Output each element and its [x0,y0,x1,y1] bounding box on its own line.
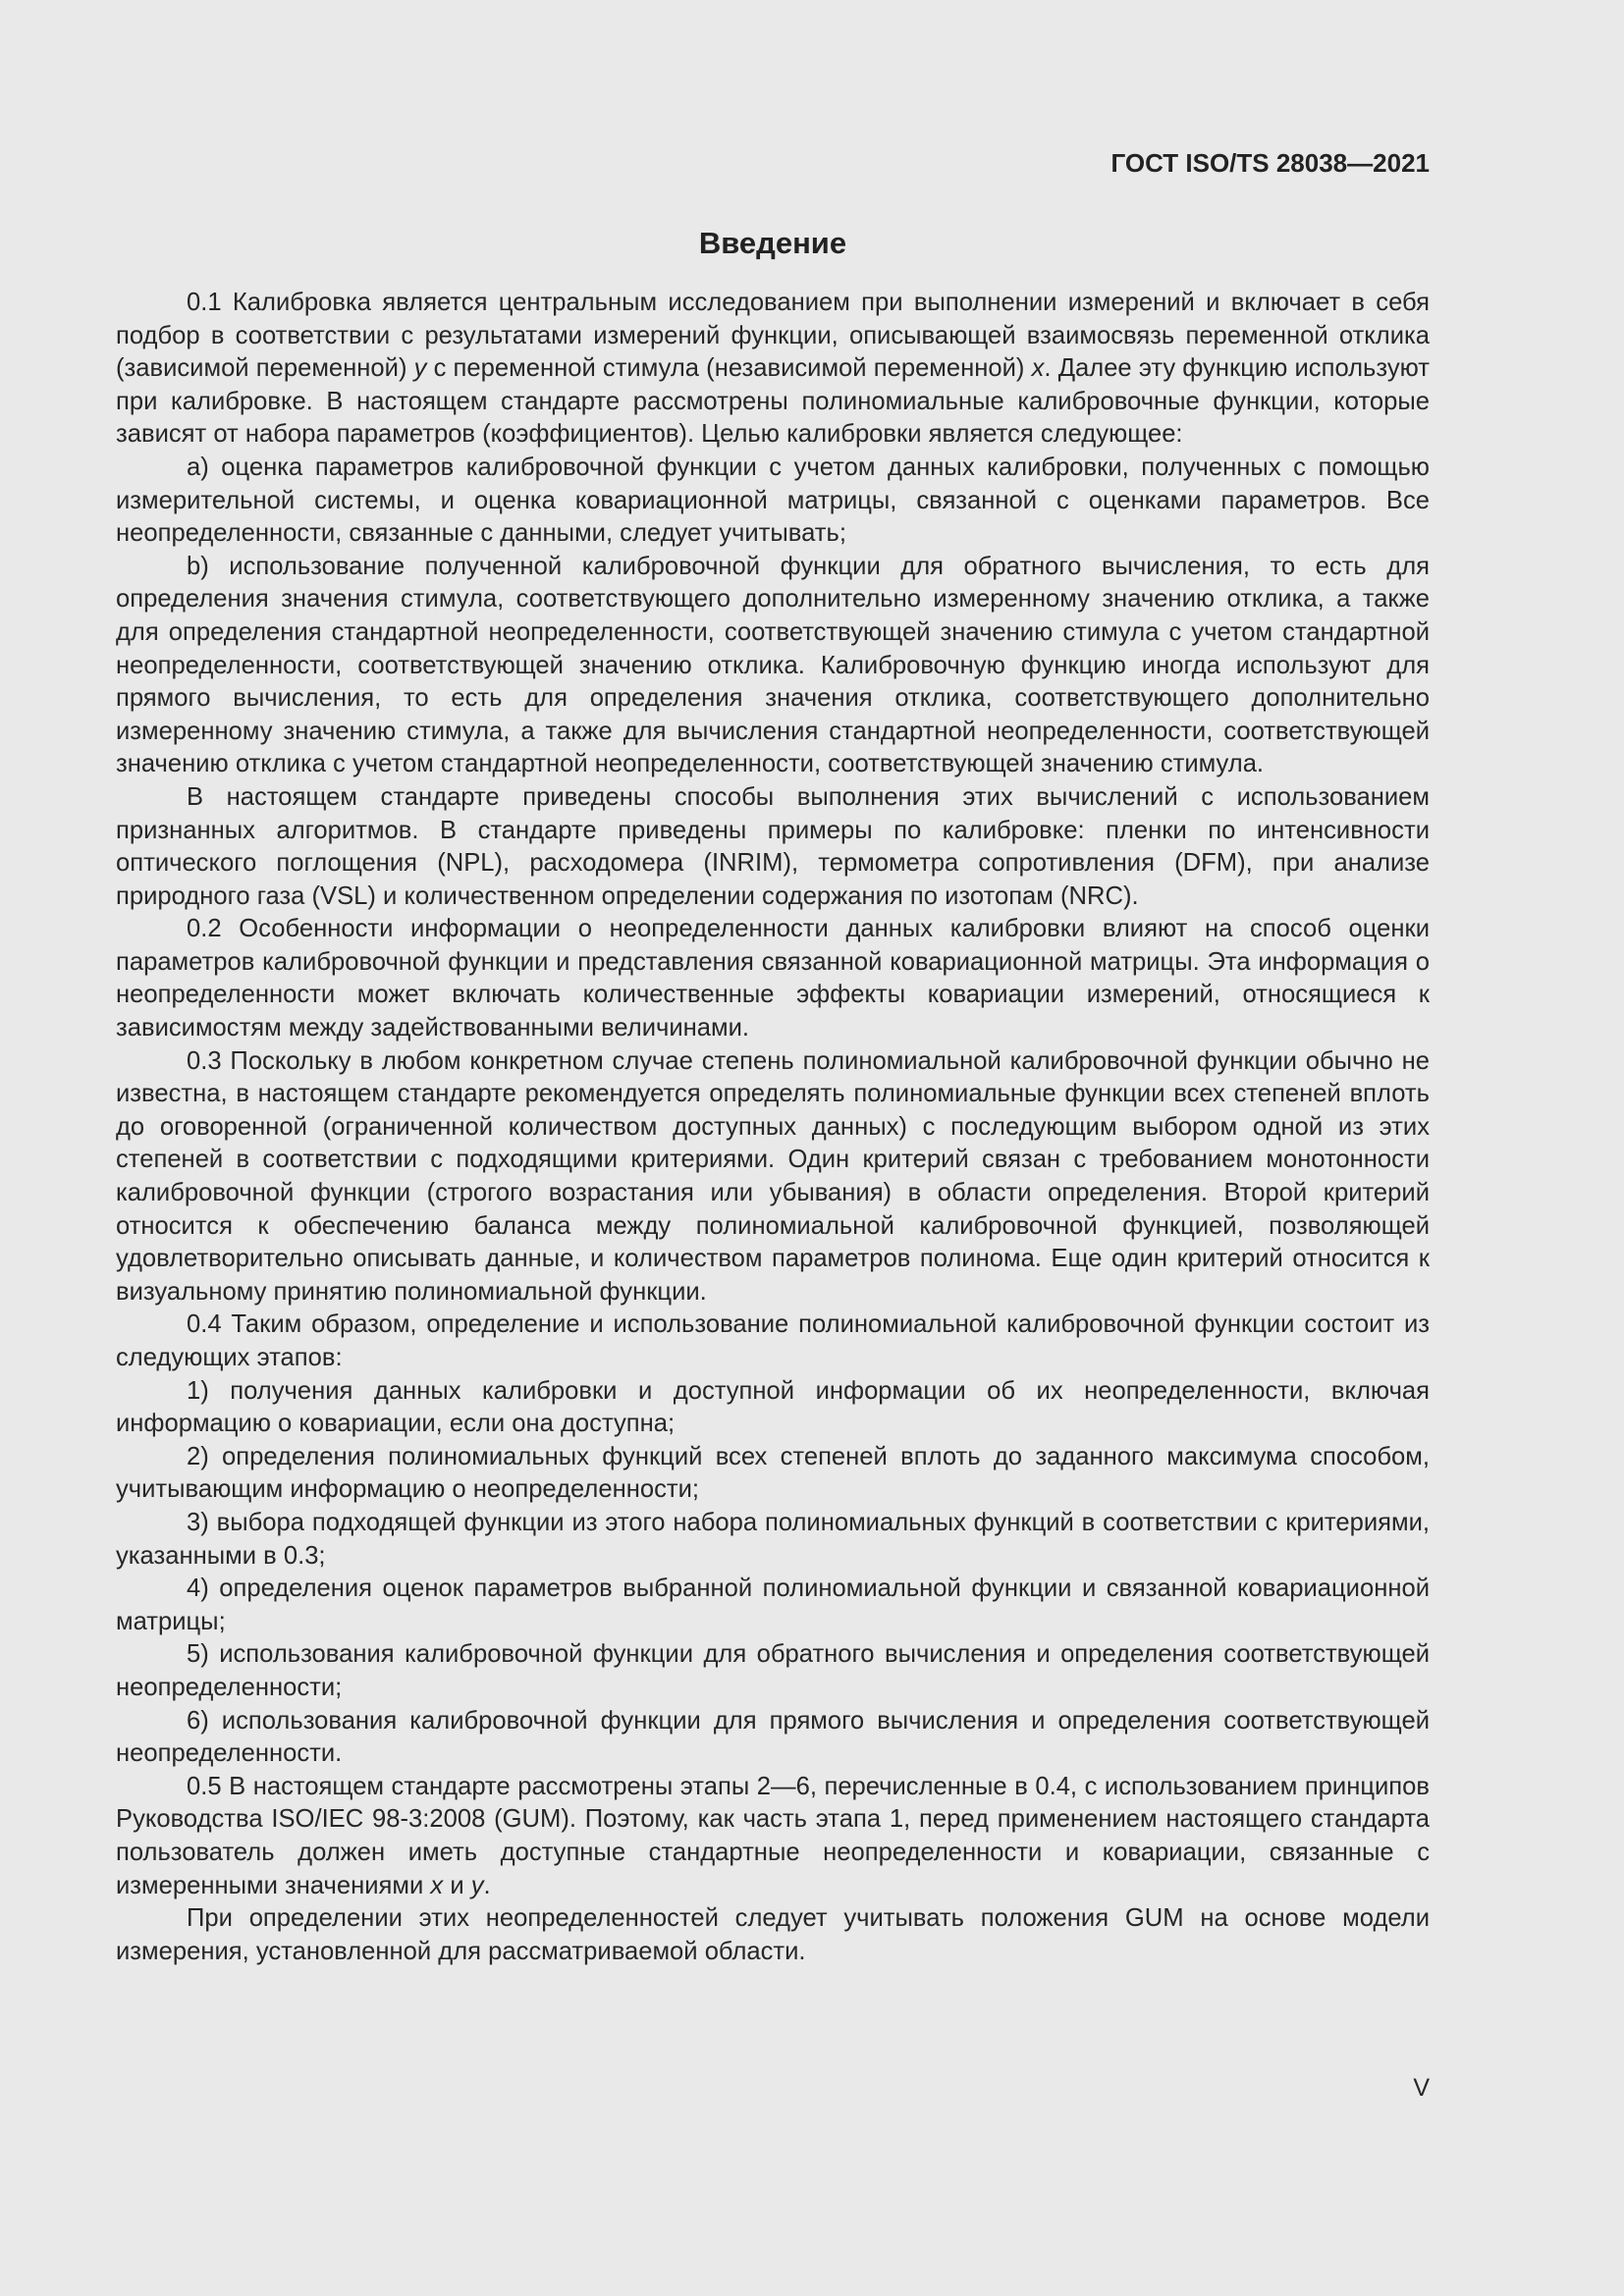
variable-x: x [1031,354,1045,383]
list-item-4 [116,1573,1430,1638]
list-item-1 [116,1375,1430,1441]
text-run: и [443,1871,471,1899]
text-run: с переменной стимула (независимой переменной) [426,354,1032,383]
text-run: 4) определения оценок параметров выбранной полиномиальной функции и связанной ковариационной матрицы; [116,1575,1430,1635]
list-item-2 [116,1441,1430,1507]
variable-y: y [413,354,427,383]
text-run: 0.1 Калибровка является центральным исследованием при выполнении измерений и включает в себя подбор в соответствии с результатами измерений функции, описывающей взаимосвязь переменной отклика (зависимой переменной) [116,289,1430,383]
paragraph-0-2 [116,913,1430,1044]
text-run: 0.4 Таким образом, определение и использование полиномиальной калибровочной функции состоит из следующих этапов: [116,1310,1430,1371]
variable-y: y [470,1871,484,1899]
page-number: V [1413,2074,1430,2102]
paragraph-0-5 [116,1771,1430,1902]
paragraph-0-3 [116,1045,1430,1309]
text-run: 1) получения данных калибровки и доступной информации об их неопределенности, включая информацию о ковариации, если она доступна; [116,1376,1430,1438]
text-run: 0.3 Поскольку в любом конкретном случае степень полиномиальной калибровочной функции обычно не известна, в настоящем стандарте рекомендуется определять полиномиальные функции всех степеней вплоть до оговоренной (ограниченной количеством доступных данных) с последующим выбором одной из этих степеней в соответствии с подходящими критериями. Один критерий связан с требованием монотонности калибровочной функции (строгого возрастания или убывания) в области определения. Второй критерий относится к обеспечению баланса между полиномиальной калибровочной функцией, позволяющей удовлетворительно описывать данные, и количеством параметров полинома. Еще один критерий относится к визуальному принятию полиномиальной функции. [116,1046,1430,1306]
text-run: 3) выбора подходящей функции из этого набора полиномиальных функций в соответствии с критериями, указанными в 0.3; [116,1508,1430,1570]
list-item-a [116,452,1430,551]
text-run: 2) определения полиномиальных функций всех степеней вплоть до заданного максимума способом, учитывающим информацию о неопределенности; [116,1442,1430,1504]
variable-x: x [430,1871,444,1899]
text-run: 0.5 В настоящем стандарте рассмотрены этапы 2—6, перечисленные в 0.4, с использованием принципов Руководства ISO/IEC 98-3:2008 (GUM). Поэтому, как часть этапа 1, перед применением настоящего стандарта пользователь должен иметь доступные стандартные неопределенности и ковариации, связанные с измеренными значениями [116,1772,1430,1899]
text-run: b) использование полученной калибровочной функции для обратного вычисления, то есть для определения значения стимула, соответствующего дополнительно измеренному значению отклика, а также для определения стандартной неопределенности, соответствующей значению стимула с учетом стандартной неопределенности, соответствующей значению отклика. Калибровочную функцию иногда используют для прямого вычисления, то есть для определения значения отклика, соответствующего дополнительно измеренному значению стимула, а также для вычисления стандартной неопределенности, соответствующей значению отклика с учетом стандартной неопределенности, соответствующей значению стимула. [116,552,1430,778]
list-item-3 [116,1507,1430,1573]
text-run: . [483,1871,491,1899]
text-run: a) оценка параметров калибровочной функции с учетом данных калибровки, полученных с помощью измерительной системы, и оценка ковариационной матрицы, связанной с оценками параметров. Все неопределенности, связанные с данными, следует учитывать; [116,453,1430,548]
text-run: В настоящем стандарте приведены способы выполнения этих вычислений с использованием признанных алгоритмов. В стандарте приведены примеры по калибровке: пленки по интенсивности оптического поглощения (NPL), расходомера (INRIM), термометра сопротивления (DFM), при анализе природного газа (VSL) и количественном определении содержания по изотопам (NRC). [116,782,1430,910]
paragraph-algorithms [116,781,1430,913]
text-run: 6) использования калибровочной функции для прямого вычисления и определения соответствующей неопределенности. [116,1706,1430,1768]
list-item-6 [116,1705,1430,1771]
text-run: . Далее эту функцию используют при калибровке. В настоящем стандарте рассмотрены полиномиальные калибровочные функции, которые зависят от набора параметров (коэффициентов). Целью калибровки является следующее: [116,354,1430,449]
paragraph-0-1 [116,287,1430,452]
text-run: 0.2 Особенности информации о неопределенности данных калибровки влияют на способ оценки параметров калибровочной функции и представления связанной ковариационной матрицы. Эта информация о неопределенности может включать количественные эффекты ковариации измерений, относящиеся к зависимостям между задействованными величинами. [116,915,1430,1042]
text-run: При определении этих неопределенностей следует учитывать положения GUM на основе модели измерения, установленной для рассматриваемой области. [116,1904,1430,1965]
paragraph-0-4 [116,1308,1430,1374]
list-item-5 [116,1638,1430,1704]
list-item-b [116,551,1430,781]
text-run: 5) использования калибровочной функции для обратного вычисления и определения соответствующей неопределенности; [116,1640,1430,1701]
section-title: Введение [698,226,847,260]
paragraph-gum [116,1902,1430,1968]
standard-header: ГОСТ ISO/TS 28038—2021 [1110,148,1430,178]
body-text [116,287,1430,1968]
